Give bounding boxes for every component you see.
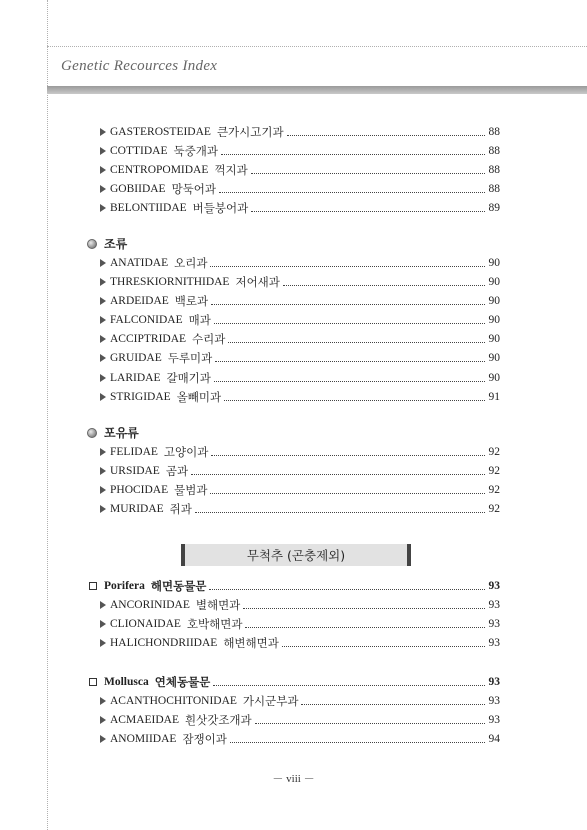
family-name: ARDEIDAE (110, 295, 169, 308)
korean-name: 흰삿갓조개과 (185, 714, 252, 727)
korean-name: 해변해면과 (223, 638, 279, 651)
korean-name: 곰과 (165, 465, 189, 478)
index-entry[interactable] (85, 122, 500, 141)
family-name: GRUIDAE (110, 352, 162, 365)
korean-name: 저어새과 (235, 277, 280, 290)
family-name: BELONTIIDAE (110, 201, 187, 214)
porifera-family-list (85, 596, 500, 653)
triangle-bullet-icon (100, 278, 106, 286)
page-number: 89 (488, 201, 500, 214)
group-heading-label: 조류 (104, 237, 128, 252)
family-name: GOBIIDAE (110, 182, 166, 195)
family-name: CLIONAIDAE (110, 618, 181, 631)
page-number: 93 (488, 580, 500, 593)
korean-name: 올빼미과 (176, 391, 222, 404)
leader-dots (224, 399, 485, 401)
index-entry[interactable] (85, 292, 500, 311)
leader-dots (251, 172, 485, 174)
triangle-bullet-icon (100, 335, 106, 343)
group-heading-label: 포유류 (104, 426, 139, 441)
family-name: FALCONIDAE (110, 314, 183, 327)
leader-dots (214, 322, 485, 324)
korean-name: 망둑어과 (171, 183, 217, 196)
korean-name: 수리과 (192, 334, 226, 347)
header-rule-bar (47, 86, 587, 94)
leader-dots (210, 265, 485, 267)
triangle-bullet-icon (100, 620, 106, 628)
family-name: ANCORINIDAE (110, 599, 190, 612)
korean-name: 두루미과 (167, 353, 213, 366)
family-name: COTTIDAE (110, 144, 168, 157)
index-entry[interactable] (85, 615, 500, 634)
leader-dots (282, 645, 485, 647)
korean-name: 갈매기과 (166, 372, 211, 385)
section-banner-invertebrates (181, 544, 411, 566)
triangle-bullet-icon (100, 393, 106, 401)
page-number: 88 (488, 182, 500, 195)
index-entry[interactable] (85, 500, 500, 519)
leader-dots (251, 210, 485, 212)
korean-name: 큰가시고기과 (216, 126, 284, 139)
page-number: 92 (488, 503, 500, 516)
triangle-bullet-icon (100, 601, 106, 609)
index-content (85, 122, 500, 748)
checkbox-square-icon (89, 678, 97, 686)
korean-name: 백로과 (174, 296, 209, 309)
korean-name: 꺽지과 (214, 164, 248, 177)
page-number: 88 (488, 125, 500, 138)
leader-dots (215, 360, 485, 362)
index-entry[interactable] (85, 461, 500, 480)
family-name: ACANTHOCHITONIDAE (110, 694, 237, 707)
leader-dots (195, 511, 485, 513)
fish-family-list (85, 122, 500, 217)
family-name: THRESKIORNITHIDAE (110, 276, 230, 289)
index-entry[interactable] (85, 634, 500, 653)
family-name: HALICHONDRIIDAE (110, 637, 218, 650)
phylum-name: Porifera (104, 580, 145, 593)
leader-dots (214, 380, 485, 382)
phylum-korean-name: 해면동물문 (150, 581, 207, 594)
leader-dots (301, 703, 485, 705)
korean-name: 둑중개과 (173, 145, 218, 158)
group-heading-mammals (85, 423, 500, 442)
index-entry[interactable] (85, 387, 500, 406)
page-number: 92 (488, 464, 500, 477)
leader-dots (191, 473, 485, 475)
family-name: ANOMIIDAE (110, 732, 177, 745)
triangle-bullet-icon (100, 448, 106, 456)
page-number: 90 (488, 295, 500, 308)
family-name: ACCIPTRIDAE (110, 333, 187, 346)
korean-name: 잠쟁이과 (182, 733, 227, 746)
phylum-entry-porifera[interactable] (85, 577, 500, 596)
triangle-bullet-icon (100, 316, 106, 324)
section-banner-label: 무척추 (곤충제외) (246, 548, 346, 563)
triangle-bullet-icon (100, 147, 106, 155)
page-number: 93 (488, 599, 500, 612)
triangle-bullet-icon (100, 354, 106, 362)
family-name: MURIDAE (110, 503, 164, 516)
sphere-bullet-icon (87, 239, 97, 249)
leader-dots (210, 492, 485, 494)
index-entry[interactable] (85, 349, 500, 368)
leader-dots (243, 607, 485, 609)
index-entry[interactable] (85, 141, 500, 160)
page-number-footer: － viii － (272, 773, 315, 785)
page-number: 94 (488, 732, 500, 745)
triangle-bullet-icon (100, 204, 106, 212)
triangle-bullet-icon (100, 166, 106, 174)
page-number: 93 (488, 637, 500, 650)
margin-guide-vertical (47, 0, 48, 830)
index-entry[interactable] (85, 179, 500, 198)
page-number: 92 (488, 483, 500, 496)
index-entry[interactable] (85, 311, 500, 330)
index-entry[interactable] (85, 710, 500, 729)
sphere-bullet-icon (87, 428, 97, 438)
korean-name: 오리과 (174, 258, 208, 271)
page-number: 88 (488, 144, 500, 157)
leader-dots (230, 741, 485, 743)
family-name: GASTEROSTEIDAE (110, 125, 211, 138)
leader-dots (283, 284, 485, 286)
index-entry[interactable] (85, 273, 500, 292)
leader-dots (213, 684, 485, 686)
page-number: 90 (488, 314, 500, 327)
index-entry[interactable] (85, 160, 500, 179)
korean-name: 물범과 (174, 484, 208, 497)
page-number: 91 (488, 390, 500, 403)
index-entry[interactable] (85, 330, 500, 349)
family-name: ACMAEIDAE (110, 713, 179, 726)
page-number: 90 (488, 371, 500, 384)
korean-name: 매과 (188, 315, 211, 328)
triangle-bullet-icon (100, 374, 106, 382)
family-name: PHOCIDAE (110, 483, 169, 496)
triangle-bullet-icon (100, 259, 106, 267)
index-entry[interactable] (85, 691, 500, 710)
mollusca-family-list (85, 691, 500, 748)
page-number: 93 (488, 713, 500, 726)
mammal-family-list (85, 442, 500, 518)
leader-dots (287, 134, 485, 136)
bird-family-list (85, 253, 500, 406)
phylum-name: Mollusca (104, 675, 149, 688)
page-number: 90 (488, 352, 500, 365)
korean-name: 별해면과 (195, 600, 241, 613)
leader-dots (211, 454, 485, 456)
triangle-bullet-icon (100, 128, 106, 136)
page-number: 90 (488, 257, 500, 270)
leader-dots (219, 191, 485, 193)
leader-dots (228, 341, 485, 343)
index-entry[interactable] (85, 368, 500, 387)
korean-name: 고양이과 (163, 446, 209, 459)
index-entry[interactable] (85, 480, 500, 499)
running-header-title: Genetic Recources Index (61, 58, 218, 74)
margin-guide-horizontal (47, 46, 587, 47)
triangle-bullet-icon (100, 185, 106, 193)
page-number: 93 (488, 675, 500, 688)
triangle-bullet-icon (100, 467, 106, 475)
page-number: 88 (488, 163, 500, 176)
checkbox-square-icon (89, 582, 97, 590)
phylum-korean-name: 연체동물문 (154, 676, 211, 689)
triangle-bullet-icon (100, 735, 106, 743)
leader-dots (255, 722, 485, 724)
index-entry[interactable] (85, 253, 500, 272)
index-entry[interactable] (85, 442, 500, 461)
page-number: 90 (488, 333, 500, 346)
phylum-entry-mollusca[interactable] (85, 672, 500, 691)
korean-name: 가시군부과 (242, 695, 299, 708)
index-entry[interactable] (85, 729, 500, 748)
family-name: URSIDAE (110, 464, 160, 477)
triangle-bullet-icon (100, 639, 106, 647)
leader-dots (209, 588, 485, 590)
page-number: 92 (488, 445, 500, 458)
page-number: 93 (488, 618, 500, 631)
family-name: FELIDAE (110, 445, 158, 458)
leader-dots (211, 303, 485, 305)
group-heading-birds (85, 234, 500, 253)
korean-name: 버들붕어과 (192, 202, 249, 215)
triangle-bullet-icon (100, 505, 106, 513)
triangle-bullet-icon (100, 486, 106, 494)
page-number: 93 (488, 694, 500, 707)
triangle-bullet-icon (100, 697, 106, 705)
leader-dots (221, 153, 485, 155)
family-name: CENTROPOMIDAE (110, 163, 209, 176)
family-name: STRIGIDAE (110, 390, 171, 403)
korean-name: 쥐과 (169, 504, 192, 517)
leader-dots (245, 626, 485, 628)
triangle-bullet-icon (100, 297, 106, 305)
index-entry[interactable] (85, 198, 500, 217)
triangle-bullet-icon (100, 716, 106, 724)
family-name: ANATIDAE (110, 257, 169, 270)
page-number: 90 (488, 276, 500, 289)
index-entry[interactable] (85, 596, 500, 615)
family-name: LARIDAE (110, 371, 161, 384)
korean-name: 호박해면과 (186, 619, 243, 632)
